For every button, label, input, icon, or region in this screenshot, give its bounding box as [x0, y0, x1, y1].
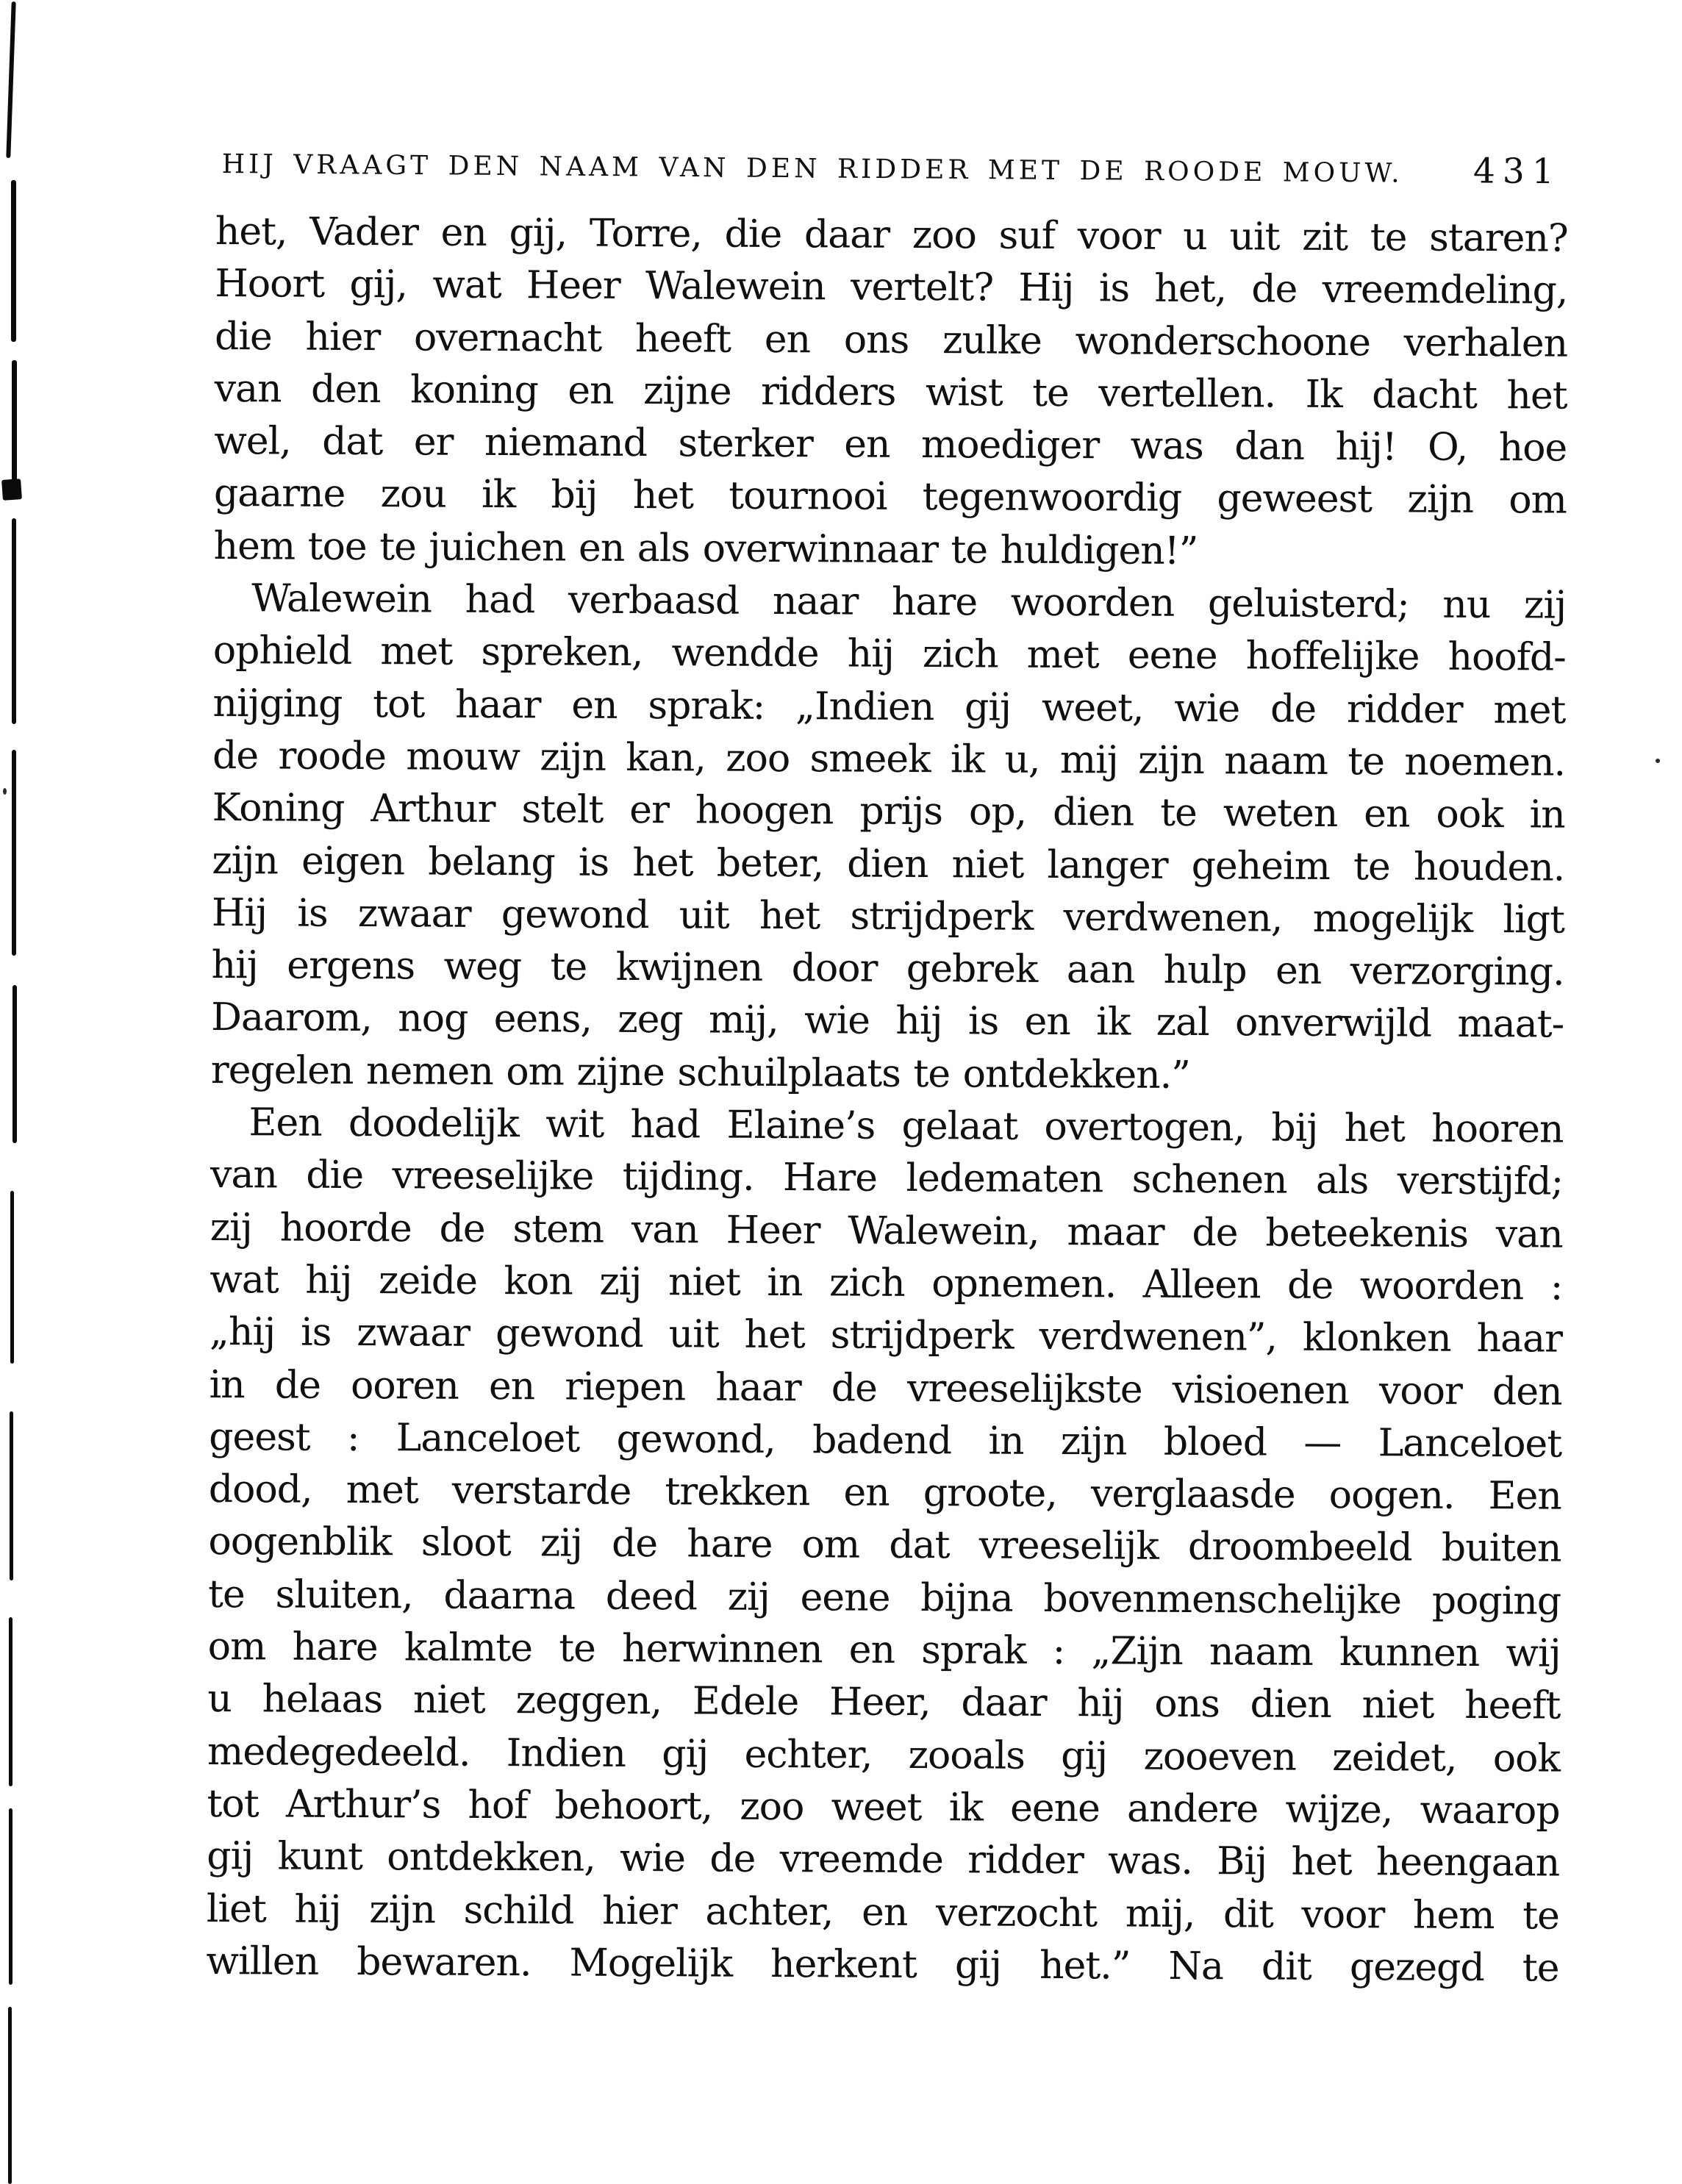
text-line: oogenblik sloot zij de hare om dat vreeselijk droombeeld buiten — [208, 1519, 1561, 1572]
text-line: van die vreeselijke tijding. Hare ledematen schenen als verstijfd; — [210, 1153, 1564, 1204]
page-number: 431 — [1472, 151, 1561, 193]
text-line: wat hij zeide kon zij niet in zich opnemen. Alleen de woorden : — [210, 1257, 1563, 1309]
text-line: hem toe te juichen en als overwinnaar te huldigen!” — [213, 523, 1198, 573]
text-line: dood, met verstarde trekken en groote, verglaasde oogen. Een — [208, 1467, 1561, 1519]
scan-artifact-line — [12, 360, 17, 484]
text-line: Een doodelijk wit had Elaine’s gelaat overtogen, bij het hooren — [248, 1100, 1564, 1152]
text-line: tot Arthur’s hof behoort, zoo weet ik eene andere wijze, waarop — [207, 1781, 1560, 1833]
text-line: hij ergens weg te kwijnen door gebrek aan hulp en verzorging. — [211, 943, 1564, 995]
scan-artifact-line — [11, 180, 16, 342]
scan-artifact-line — [12, 750, 16, 956]
scan-artifact-line — [10, 1411, 13, 1580]
text-line: zij hoorde de stem van Heer Walewein, maar de beteekenis van — [210, 1205, 1563, 1257]
text-line: nijging tot haar en sprak: „Indien gij weet, wie de ridder met — [212, 681, 1566, 733]
text-line: het, Vader en gij, Torre, die daar zoo suf voor u uit zit te staren? — [215, 209, 1568, 261]
text-line: Daarom, nog eens, zeg mij, wie hij is en ik zal onverwijld maat- — [211, 995, 1564, 1048]
text-line: wel, dat er niemand sterker en moediger was dan hij! O, hoe — [214, 419, 1567, 470]
scan-artifact-line — [9, 1808, 12, 1985]
scan-artifact-line — [9, 1617, 12, 1786]
text-line: de roode mouw zijn kan, zoo smeek ik u, mij zijn naam te noemen. — [212, 733, 1566, 785]
scan-artifact-hook — [1, 479, 22, 501]
scan-artifact-line — [8, 2007, 12, 2184]
text-line: Hoort gij, wat Heer Walewein vertelt? Hij is het, de vreemdeling, — [215, 262, 1568, 313]
page-text — [206, 206, 1568, 1995]
scan-artifact-line — [6, 1, 15, 158]
running-title: HIJ VRAAGT DEN NAAM VAN DEN RIDDER MET DE ROODE MOUW. — [221, 148, 1403, 189]
text-line: die hier overnacht heeft en ons zulke wonderschoone verhalen — [214, 314, 1568, 366]
text-line: geest : Lanceloet gewond, badend in zijn bloed — Lanceloet — [209, 1414, 1562, 1467]
text-line: u helaas niet zeggen, Edele Heer, daar hij ons dien niet heeft — [207, 1677, 1561, 1728]
scan-speck — [3, 788, 7, 795]
text-line: regelen nemen om zijne schuilplaats te ontdekken.” — [210, 1048, 1190, 1098]
text-line: te sluiten, daarna deed zij eene bijna bovenmenschelijke poging — [207, 1572, 1561, 1624]
text-line: liet hij zijn schild hier achter, en verzocht mij, dit voor hem te — [206, 1886, 1560, 1938]
text-line: willen bewaren. Mogelijk herkent gij het.” Na dit gezegd te — [206, 1938, 1559, 1991]
running-head — [222, 141, 1561, 192]
text-line: „hij is zwaar gewond uit het strijdperk verdwenen”, klonken haar — [209, 1310, 1563, 1361]
text-line: Koning Arthur stelt er hoogen prijs op, dien te weten en ook in — [212, 786, 1565, 837]
text-line: zijn eigen belang is het beter, dien niet langer geheim te houden. — [212, 838, 1565, 890]
scan-artifact-line — [12, 985, 17, 1143]
scan-artifact-line — [12, 518, 16, 724]
text-line: Walewein had verbaasd naar hare woorden geluisterd; nu zij — [251, 576, 1567, 628]
text-line: gaarne zou ik bij het tournooi tegenwoordig geweest zijn om — [213, 471, 1567, 523]
text-line: om hare kalmte te herwinnen en sprak : „Zijn naam kunnen wij — [207, 1624, 1561, 1676]
text-line: medegedeeld. Indien gij echter, zooals gij zooeven zeidet, ook — [207, 1729, 1561, 1781]
text-line: Hij is zwaar gewond uit het strijdperk verdwenen, mogelijk ligt — [211, 890, 1565, 942]
text-line: van den koning en zijne ridders wist te vertellen. Ik dacht het — [214, 366, 1567, 418]
text-line: in de ooren en riepen haar de vreeselijkste visioenen voor den — [209, 1362, 1562, 1414]
text-line: gij kunt ontdekken, wie de vreemde ridder was. Bij het heengaan — [207, 1834, 1560, 1886]
scan-speck — [1656, 759, 1660, 763]
text-line: ophield met spreken, wendde hij zich met eene hoffelijke hoofd- — [212, 629, 1566, 681]
scan-artifact-line — [10, 1191, 14, 1364]
